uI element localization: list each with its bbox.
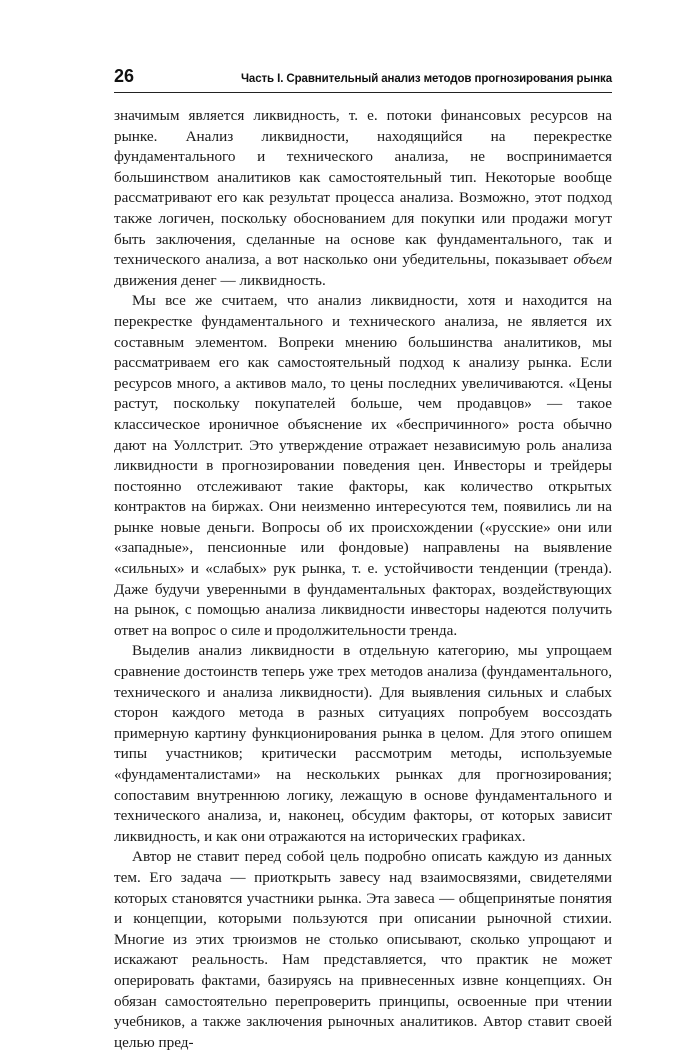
running-head: Часть I. Сравнительный анализ методов прогнозирования рынка [240,73,612,85]
header-rule [114,92,612,93]
paragraph-1-emphasis: объем [573,251,612,269]
paragraph-1 [114,106,612,291]
page-header [114,66,612,90]
paragraph-1-text-b: движения денег — ликвидность. [114,271,326,289]
paragraph-1-text-a: значимым является ликвидность, т. е. потоки финансовых ресурсов на рынке. Анализ ликвидности, находящийся на перекрестке фундаментального и технического анализа, не воспринимается большинством аналитиков как самостоятельный тип. Некоторые вообще рассматривают его как результат процесса анализа. Возможно, этот подход также логичен, поскольку обоснованием для покупки или продажи могут быть заключения, сделанные на основе как фундаментального, так и технического анализа, а вот насколько они убедительны, показывает [114,107,612,269]
body-text [114,106,612,1053]
paragraph-3: Выделив анализ ликвидности в отдельную категорию, мы упрощаем сравнение достоинств теперь уже трех методов анализа (фундаментального, технического и анализа ликвидности). Для выявления сильных и слабых сторон каждого метода в разных ситуациях попробуем воссоздать примерную картину функционирования рынка в целом. Для этого опишем типы участников; критически рассмотрим методы, используемые «фундаменталистами» на нескольких рынках для прогнозирования; сопоставим внутреннюю логику, лежащую в основе фундаментального и технического анализа, и, наконец, обсудим факторы, от которых зависит ликвидность, и как они отражаются на исторических графиках. [114,642,612,845]
paragraph-4: Автор не ставит перед собой цель подробно описать каждую из данных тем. Его задача — приоткрыть завесу над взаимосвязями, свидетелями которых становятся участники рынка. Эта завеса — общепринятые понятия и концепции, которыми пользуются при описании рыночной стихии. Многие из этих трюизмов не столько описывают, сколько упрощают и искажают реальность. Нам представляется, что практик не может оперировать фактами, базируясь на привнесенных извне концепциях. Он обязан самостоятельно перепроверить принципы, освоенные при чтении учебников, а также заключения рыночных аналитиков. Автор ставит своей целью пред- [114,848,612,1051]
paragraph-2: Мы все же считаем, что анализ ликвидности, хотя и находится на перекрестке фундаментального и технического анализа, не является их составным элементом. Вопреки мнению большинства аналитиков, мы рассматриваем его как самостоятельный подход к анализу рынка. Если ресурсов много, а активов мало, то цены последних увеличиваются. «Цены растут, поскольку покупателей больше, чем продавцов» — такое классическое ироничное объяснение их «беспричинного» роста обычно дают на Уоллстрит. Это утверждение отражает независимую роль анализа ликвидности в прогнозировании поведения цен. Инвесторы и трейдеры постоянно отслеживают такие факторы, как количество открытых контрактов на биржах. Они неизменно интересуются тем, появились ли на рынке новые деньги. Вопросы об их происхождении («русские» они или «западные», пенсионные или фондовые) направлены на выявление «сильных» и «слабых» рук рынка, т. е. устойчивости тенденции (тренда). Даже будучи уверенными в фундаментальных факторах, воздействующих на рынок, с помощью анализа ликвидности инвесторы надеются получить ответ на вопрос о силе и продолжительности тренда. [114,292,612,639]
page-number: 26 [114,66,135,86]
